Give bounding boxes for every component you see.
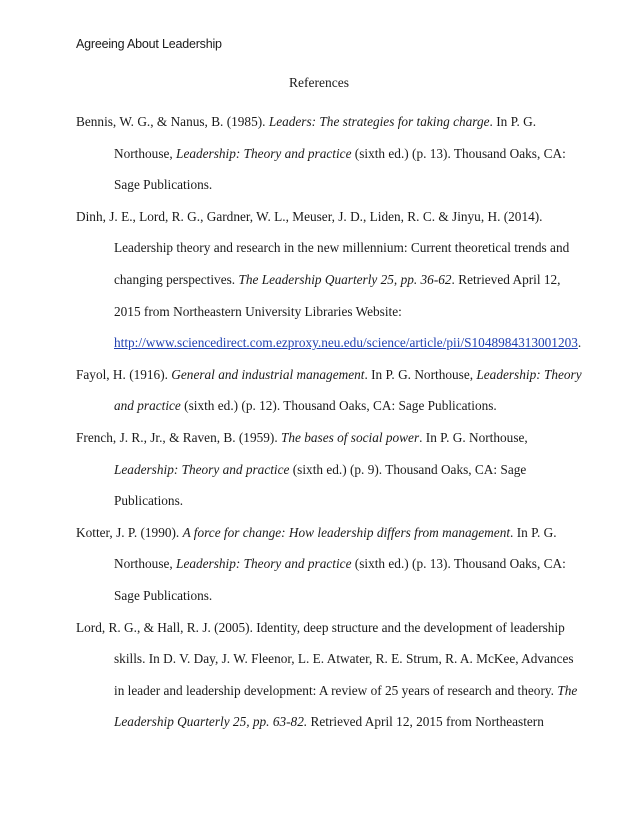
reference-text: Kotter, J. P. (1990).	[76, 524, 183, 540]
reference-text: Fayol, H. (1916).	[76, 366, 172, 382]
reference-line	[76, 169, 566, 201]
reference-text: .	[577, 335, 582, 351]
reference-text: Northouse,	[114, 145, 177, 161]
reference-text: Sage Publications.	[114, 177, 213, 193]
reference-link[interactable]: http://www.sciencedirect.com.ezproxy.neu.edu/science/article/pii/S1048984313001203	[114, 335, 578, 351]
reference-entry	[76, 517, 566, 612]
reference-italic-text: The bases of social power	[280, 429, 420, 445]
reference-line	[76, 612, 566, 644]
reference-text: French, J. R., Jr., & Raven, B. (1959).	[76, 429, 281, 445]
reference-text: . In P. G.	[489, 114, 537, 129]
reference-text: Publications.	[114, 493, 184, 509]
reference-text: . In P. G.	[510, 524, 557, 540]
reference-line	[76, 201, 566, 233]
reference-line	[76, 485, 566, 517]
reference-italic-text: and practice	[114, 398, 181, 414]
reference-italic-text: Leadership: Theory and practice	[114, 461, 290, 477]
reference-entry	[76, 422, 566, 517]
reference-text: Dinh, J. E., Lord, R. G., Gardner, W. L., Meuser, J. D., Liden, R. C. & Jinyu, H. (2014).	[76, 208, 543, 224]
reference-line	[76, 106, 566, 138]
reference-text: 2015 from Northeastern University Libraries Website:	[114, 303, 402, 319]
reference-italic-text: Leadership: Theory	[476, 366, 582, 382]
reference-line	[76, 548, 566, 580]
reference-line	[76, 422, 566, 454]
reference-italic-text: Leaders: The strategies for taking charge	[268, 114, 490, 129]
reference-list	[76, 106, 582, 738]
reference-italic-text: Leadership: Theory and practice	[176, 556, 352, 572]
reference-text: . In P. G. Northouse,	[419, 429, 528, 445]
reference-italic-text: The	[557, 682, 578, 698]
reference-line	[76, 390, 566, 422]
reference-text: (sixth ed.) (p. 9). Thousand Oaks, CA: Sage	[289, 461, 527, 477]
reference-text: Northouse,	[114, 556, 177, 572]
reference-text: (sixth ed.) (p. 13). Thousand Oaks, CA:	[351, 145, 566, 161]
reference-entry	[76, 201, 582, 359]
reference-line	[76, 706, 566, 738]
reference-text: Sage Publications.	[114, 587, 213, 603]
reference-line	[76, 675, 578, 707]
reference-italic-text: Leadership Quarterly 25, pp. 63-82.	[114, 714, 308, 730]
reference-text: Lord, R. G., & Hall, R. J. (2005). Identity, deep structure and the development of leadership	[76, 619, 565, 635]
reference-text: in leader and leadership development: A review of 25 years of research and theory.	[114, 682, 558, 698]
reference-line	[76, 138, 566, 170]
reference-italic-text: A force for change: How leadership differs from management	[182, 524, 511, 540]
reference-italic-text: The Leadership Quarterly 25, pp. 36-62	[238, 271, 452, 287]
reference-line	[76, 517, 566, 549]
reference-text: Leadership theory and research in the new millennium: Current theoretical trends and	[114, 240, 570, 256]
reference-line	[76, 580, 566, 612]
reference-entry	[76, 359, 582, 422]
reference-text: Retrieved April 12, 2015 from Northeastern	[307, 714, 544, 730]
reference-text: (sixth ed.) (p. 12). Thousand Oaks, CA: Sage Publications.	[180, 398, 497, 414]
reference-text: changing perspectives.	[114, 271, 239, 287]
reference-line	[76, 643, 574, 675]
reference-text: skills. In D. V. Day, J. W. Fleenor, L. E. Atwater, R. E. Strum, R. A. McKee, Advances	[114, 651, 574, 667]
reference-line	[76, 454, 566, 486]
reference-line	[76, 264, 566, 296]
reference-text: . Retrieved April 12,	[451, 271, 561, 287]
reference-italic-text: Leadership: Theory and practice	[176, 145, 352, 161]
reference-text: Bennis, W. G., & Nanus, B. (1985).	[76, 114, 269, 129]
reference-text: (sixth ed.) (p. 13). Thousand Oaks, CA:	[351, 556, 566, 572]
reference-entry	[76, 612, 578, 738]
reference-line	[76, 327, 582, 359]
reference-line	[76, 359, 582, 391]
reference-line	[76, 296, 566, 328]
running-head: Agreeing About Leadership	[76, 37, 222, 51]
page-title: References	[289, 75, 349, 90]
reference-line	[76, 232, 570, 264]
reference-italic-text: General and industrial management	[171, 366, 365, 382]
reference-text: . In P. G. Northouse,	[364, 366, 477, 382]
reference-entry	[76, 106, 566, 201]
